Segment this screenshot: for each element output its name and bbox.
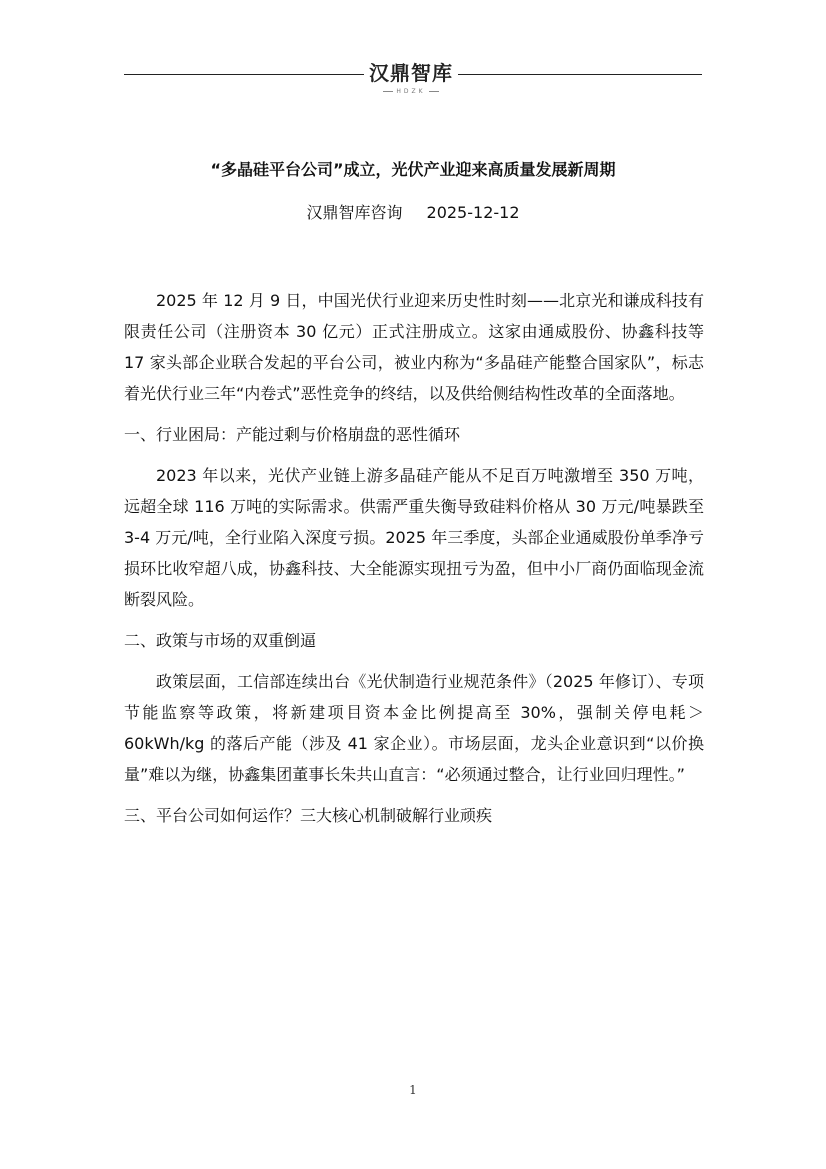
section-heading-1: 一、行业困局：产能过剩与价格崩盘的恶性循环 xyxy=(124,425,461,444)
header-rule-right xyxy=(458,74,702,75)
section-paragraph-1: 2023 年以来，光伏产业链上游多晶硅产能从不足百万吨激增至 350 万吨，远超全球 116 万吨的实际需求。供需严重失衡导致硅料价格从 30 万元/吨暴跌至 3-4 万元/吨，全行业陷入深度亏损。2025 年三季度，头部企业通威股份单季净亏损环比收窄超八成，协鑫科技、大全能源实现扭亏为盈，但中小厂商仍面临现金流断裂风险。 xyxy=(124,466,704,609)
intro-paragraph: 2025 年 12 月 9 日，中国光伏行业迎来历史性时刻——北京光和谦成科技有限责任公司（注册资本 30 亿元）正式注册成立。这家由通威股份、协鑫科技等 17 家头部企业联合发起的平台公司，被业内称为“多晶硅产能整合国家队”，标志着光伏行业三年“内卷式”恶性竞争的终结，以及供给侧结构性改革的全面落地。 xyxy=(124,291,704,403)
logo-subtext xyxy=(364,88,458,96)
article-title: “多晶硅平台公司”成立，光伏产业迎来高质量发展新周期 xyxy=(210,160,616,179)
logo-text: 汉鼎智库 xyxy=(369,61,453,85)
logo-sub-label: HDZK xyxy=(396,88,426,95)
page-number: 1 xyxy=(409,1083,417,1097)
section-heading-3: 三、平台公司如何运作？三大核心机制破解行业顽疾 xyxy=(124,806,493,825)
article-byline xyxy=(0,200,826,226)
article-body xyxy=(124,285,704,841)
brand-logo xyxy=(364,58,458,96)
article-source: 汉鼎智库咨询 xyxy=(306,203,403,222)
article-date: 2025-12-12 xyxy=(426,203,520,222)
section-paragraph-2: 政策层面，工信部连续出台《光伏制造行业规范条件》（2025 年修订）、专项节能监察等政策，将新建项目资本金比例提高至 30%，强制关停电耗＞60kWh/kg 的落后产能（涉及 41 家企业）。市场层面，龙头企业意识到“以价换量”难以为继，协鑫集团董事长朱共山直言：“必须通过整合，让行业回归理性。” xyxy=(124,672,704,784)
header-rule-left xyxy=(124,74,364,75)
page-header xyxy=(124,58,702,98)
section-heading-2: 二、政策与市场的双重倒逼 xyxy=(124,631,317,650)
